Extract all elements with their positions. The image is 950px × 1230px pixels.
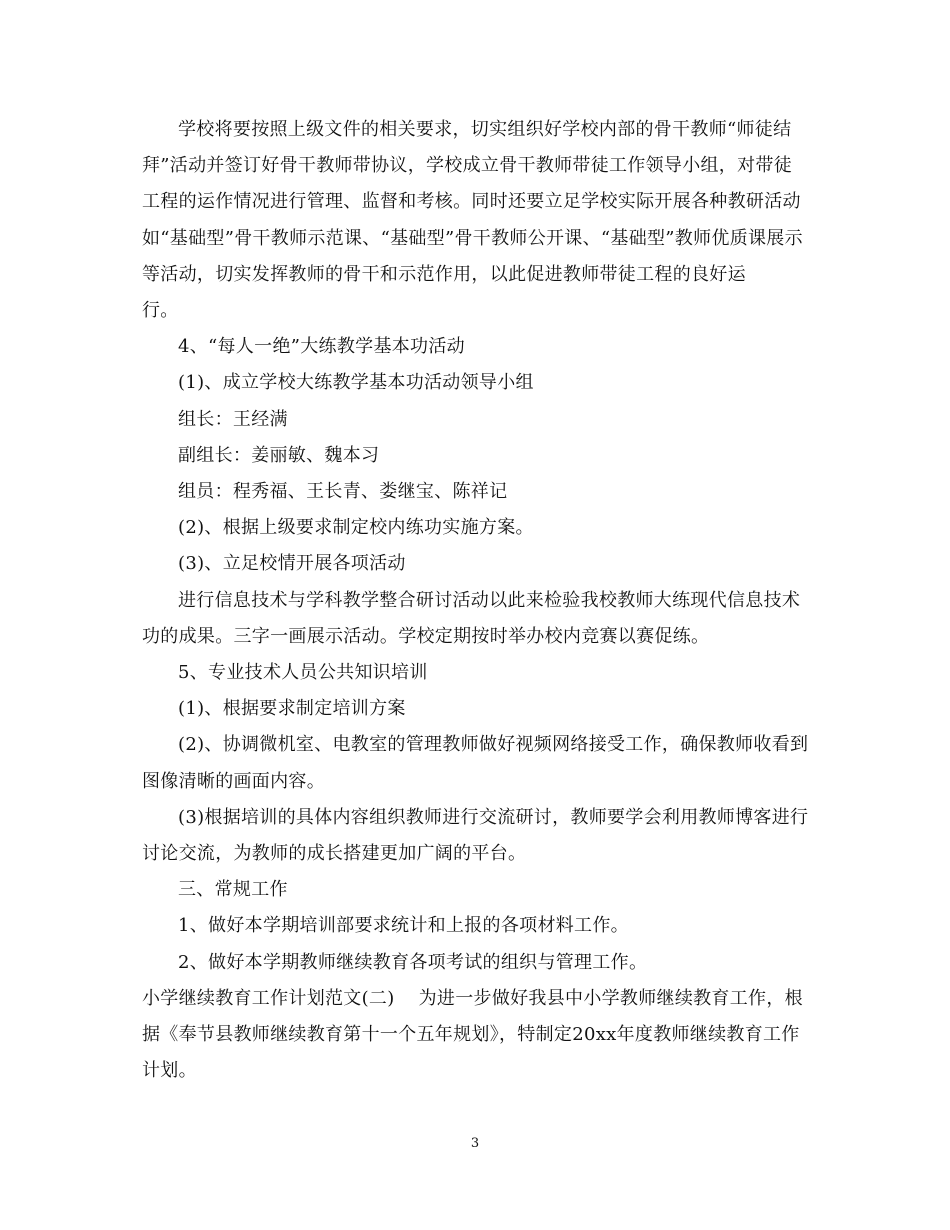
list-item-2: (2)、根据上级要求制定校内练功实施方案。	[178, 517, 534, 539]
deputy-leader-line: 副组长：姜丽敏、魏本习	[178, 444, 380, 466]
section-heading-4: 4、“每人一绝”大练教学基本功活动	[178, 336, 465, 358]
page-number: 3	[470, 1136, 480, 1151]
team-leader-line: 组长：王经满	[178, 408, 288, 430]
routine-item-1: 1、做好本学期培训部要求统计和上报的各项材料工作。	[178, 915, 629, 937]
list-item-3: (3)、立足校情开展各项活动	[178, 553, 406, 575]
training-item-2: (2)、协调微机室、电教室的管理教师做好视频网络接受工作，确保教师收看到图像清晰的画面内容。	[142, 734, 809, 792]
training-item-1: (1)、根据要求制定培训方案	[178, 698, 406, 720]
list-item-1: (1)、成立学校大练教学基本功活动领导小组	[178, 372, 534, 394]
paragraph-mentorship: 学校将要按照上级文件的相关要求，切实组织好学校内部的骨干教师“师徒结拜”活动并签订好骨干教师带协议，学校成立骨干教师带徒工作领导小组，对带徒工程的运作情况进行管理、监督和考核。同时还要立足学校实际开展各种教研活动如“基础型”骨干教师示范课、“基础型”骨干教师公开课、“基础型”教师优质课展示等活动，切实发挥教师的骨干和示范作用，以此促进教师带徒工程的良好运 行。	[142, 119, 803, 322]
team-members-line: 组员：程秀福、王长青、娄继宝、陈祥记	[178, 481, 508, 503]
section-heading-5: 5、专业技术人员公共知识培训	[178, 662, 428, 684]
training-item-3: (3)根据培训的具体内容组织教师进行交流研讨，教师要学会利用教师博客进行讨论交流，为教师的成长搭建更加广阔的平台。	[142, 806, 809, 865]
section-heading-routine: 三、常规工作	[178, 879, 288, 901]
routine-item-2: 2、做好本学期教师继续教育各项考试的组织与管理工作。	[178, 951, 648, 973]
document-body	[142, 112, 810, 1089]
paragraph-it-integration: 进行信息技术与学科教学整合研讨活动以此来检验我校教师大练现代信息技术功的成果。三字一画展示活动。学校定期按时举办校内竞赛以赛促练。	[142, 589, 801, 647]
paragraph-plan-sample-2: 小学继续教育工作计划范文(二) 为进一步做好我县中小学教师继续教育工作，根据《奉节县教师继续教育第十一个五年规划》，特制定20xx年度教师继续教育工作计划。	[142, 987, 803, 1082]
